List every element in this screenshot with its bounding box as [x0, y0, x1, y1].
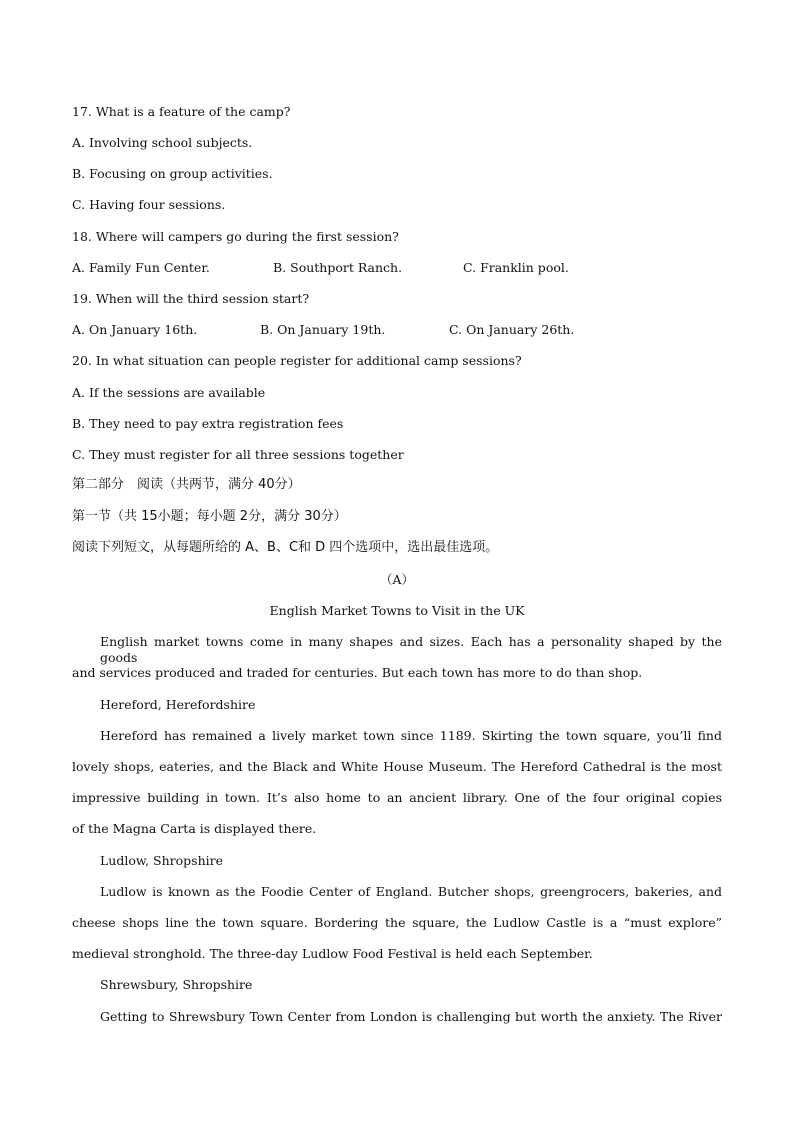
- hereford-line-1: Hereford has remained a lively market town since 1189. Skirting the town square, you’ll find: [100, 728, 722, 743]
- question-18-option-b: B. Southport Ranch.: [273, 260, 403, 275]
- passage-title: English Market Towns to Visit in the UK: [269, 603, 525, 618]
- question-20-option-a: A. If the sessions are available: [72, 385, 266, 400]
- ludlow-line-2: cheese shops line the town square. Bordering the square, the Ludlow Castle is a “must explore”: [72, 915, 722, 930]
- question-18-options: [72, 260, 722, 276]
- question-19-option-c: C. On January 26th.: [449, 322, 575, 337]
- part-title: 第二部分 阅读（共两节，满分 40分）: [72, 477, 301, 492]
- question-17-stem: 17. What is a feature of the camp?: [72, 104, 291, 119]
- question-18-stem: 18. Where will campers go during the first session?: [72, 229, 399, 244]
- question-20-option-b: B. They need to pay extra registration fees: [72, 416, 344, 431]
- shrewsbury-line-1: Getting to Shrewsbury Town Center from London is challenging but worth the anxiety. The River: [100, 1009, 722, 1024]
- question-19-stem: 19. When will the third session start?: [72, 291, 310, 306]
- question-17-option-a: A. Involving school subjects.: [72, 135, 253, 150]
- hereford-line-2: lovely shops, eateries, and the Black and White House Museum. The Hereford Cathedral is the most: [72, 759, 722, 774]
- question-20-stem: 20. In what situation can people register for additional camp sessions?: [72, 353, 522, 368]
- question-19-option-b: B. On January 19th.: [260, 322, 386, 337]
- section-instruction: 阅读下列短文，从每题所给的 A、B、C和 D 四个选项中，选出最佳选项。: [72, 540, 499, 555]
- section-title: 第一节（共 15小题；每小题 2分，满分 30分）: [72, 509, 347, 524]
- ludlow-heading: Ludlow, Shropshire: [100, 853, 223, 868]
- intro-line-2: and services produced and traded for centuries. But each town has more to do than shop.: [72, 665, 643, 680]
- question-17-option-b: B. Focusing on group activities.: [72, 166, 273, 181]
- hereford-line-4: of the Magna Carta is displayed there.: [72, 821, 317, 836]
- ludlow-line-3: medieval stronghold. The three-day Ludlow Food Festival is held each September.: [72, 946, 593, 961]
- hereford-line-3: impressive building in town. It’s also home to an ancient library. One of the four original copies: [72, 790, 722, 805]
- question-18-option-a: A. Family Fun Center.: [72, 260, 210, 275]
- shrewsbury-heading: Shrewsbury, Shropshire: [100, 977, 253, 992]
- question-18-option-c: C. Franklin pool.: [463, 260, 569, 275]
- question-20-option-c: C. They must register for all three sessions together: [72, 447, 404, 462]
- question-19-option-a: A. On January 16th.: [72, 322, 198, 337]
- question-19-options: [72, 322, 722, 338]
- question-17-option-c: C. Having four sessions.: [72, 197, 226, 212]
- passage-label: （A）: [379, 572, 415, 587]
- intro-line-1: English market towns come in many shapes and sizes. Each has a personality shaped by the goods: [100, 634, 722, 665]
- ludlow-line-1: Ludlow is known as the Foodie Center of England. Butcher shops, greengrocers, bakeries, and: [100, 884, 722, 899]
- hereford-heading: Hereford, Herefordshire: [100, 697, 256, 712]
